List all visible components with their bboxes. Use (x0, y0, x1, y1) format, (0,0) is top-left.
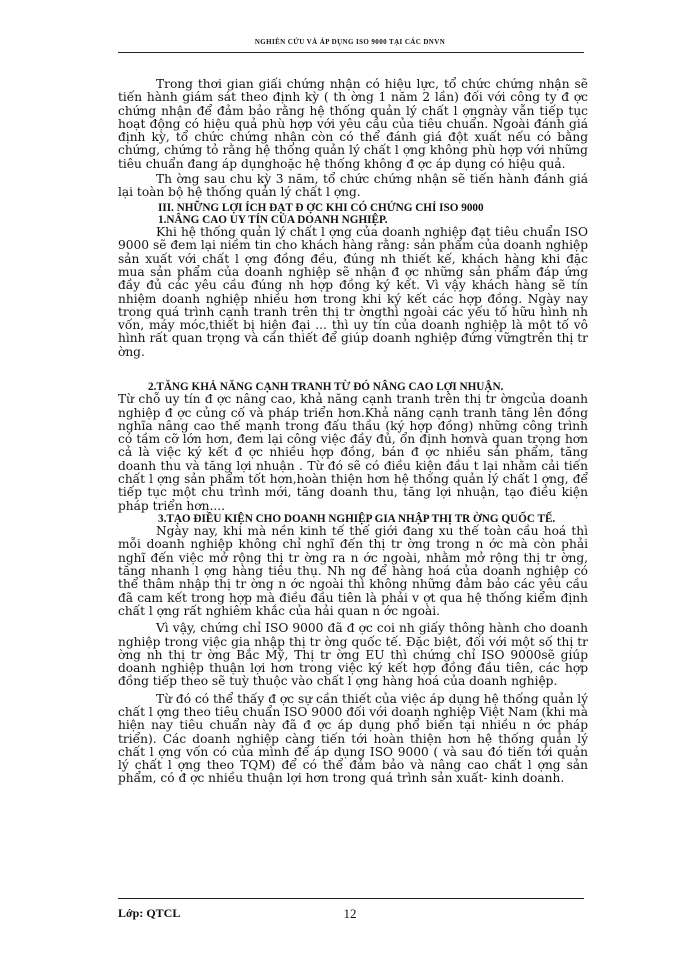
paragraph-reputation: Khi hệ thống quản lý chất l ợng của doanh nghiệp đạt tiêu chuẩn ISO 9000 sẽ đem lại niềm tin cho khách hàng rằng: sản phẩm của doanh nghiệp sản xuất với chất l ợng đồng đều, đúng nh thiết kế, khách hàng khi đặc mua sản phẩm của doanh nghiệp sẽ nhận đ ợc những sản phẩm đáp ứng đầy đủ các yêu cầu đúng nh hợp đồng ký kết. Vì vậy khách hàng sẽ tín nhiệm doanh nghiệp nhiều hơn trong khi ký kết các hợp đồng. Ngày nay trong quá trình cạnh tranh trên thị tr ờngthì ngoài các yếu tố hữu hình nh vốn, máy móc,thiết bị hiện đại ... thì uy tín của doanh nghiệp là một tố vô hình rất quan trọng và cần thiết để giúp doanh nghiệp đứng vữngtrên thị tr ờng. (118, 225, 588, 359)
paragraph-certification-monitoring: Trong thơi gian giấi chứng nhận có hiệu lực, tổ chức chứng nhận sẽ tiến hành giám sát theo định kỳ ( th ờng 1 năm 2 lần) đối với công ty đ ợc chứng nhận để đảm bảo rằng hệ thống quản lý chất l ợngnày vẫn tiếp tục hoạt động có hiệu quả phù hợp với yêu cầu của tiêu chuẩn. Ngoài đánh giá định kỳ, tổ chức chứng nhận còn có thể đánh giá đột xuất nếu có bằng chứng, chứng tỏ rằng hệ thống quản lý chất l ợng không phù hợp với những tiêu chuẩn đang áp dụnghoặc hệ thống không đ ợc áp dụng có hiệu quả. (118, 77, 588, 171)
subheading-international-market: 3.TẠO ĐIỀU KIỆN CHO DOANH NGHIỆP GIA NHẬP THỊ TR ỜNG QUỐC TẾ. (158, 512, 556, 525)
paragraph-globalization: Ngày nay, khi mà nền kinh tế thế giới đang xu thế toàn cầu hoá thì mỗi doanh nghiệp không chỉ nghĩ đến thị tr ờng trong n ớc mà còn phải nghĩ đến việc mở rộng thị tr ờng ra n ớc ngoài, nhằm mở rộng thị tr ờng, tăng nhanh l ợng hàng tiêu thụ. Nh ng để hàng hoá của doanh nghiệp có thể thâm nhập thị tr ờng n ớc ngoài thì không những đảm bảo các yêu cầu đã cam kết trong hợp mà điều đầu tiên là phải v ợt qua hệ thống kiểm định chất l ợng rất nghiêm khắc của hải quan n ớc ngoài. (118, 524, 588, 618)
footer-class-label: Lớp: QTCL (118, 906, 181, 920)
paragraph-reassessment: Th ờng sau chu kỳ 3 năm, tổ chức chứng nhận sẽ tiến hành đánh giá lại toàn bộ hệ thống quản lý chất l ợng. (118, 172, 588, 200)
paragraph-conclusion: Từ đó có thể thấy đ ợc sự cần thiết của việc áp dụng hệ thống quản lý chất l ợng theo tiêu chuẩn ISO 9000 đối với doanh nghiệp Việt Nam (khi mà hiện nay tiêu chuẩn này đã đ ợc áp dụng phổ biến tại nhiều n ớc pháp triển). Các doanh nghiệp càng tiến tới hoàn thiện hơn hệ thống quản lý chất l ợng vốn có của mình để áp dụng ISO 9000 ( và sau đó tiến tới quản lý chất l ợng theo TQM) để có thể đảm bảo và nâng cao chất l ợng sản phẩm, có đ ợc nhiều thuận lợi hơn trong quá trình sản xuất- kinh doanh. (118, 691, 588, 786)
subheading-competitiveness: 2.TĂNG KHẢ NĂNG CẠNH TRANH TỪ ĐÓ NÂNG CAO LỢI NHUẬN. (148, 381, 504, 394)
paragraph-competitiveness: Từ chỗ uy tín đ ợc nâng cao, khả năng cạnh tranh trên thị tr ờngcủa doanh nghiệp đ ợc củng cố và pháp triển hơn.Khả năng cạnh tranh tăng lên đồng nghĩa nâng cao thế mạnh trong đấu thầu (ký hợp đồng) những công trình có tầm cỡ lớn hơn, đem lại công việc đầy đủ, ổn định hơnvà quan trọng hơn cả là việc ký kết đ ợc nhiều hợp đồng, bán đ ợc nhiều sản phẩm, tăng doanh thu và tăng lợi nhuận . Từ đó sẽ có điều kiện đầu t lại nhằm cải tiến chất l ợng sản phẩm tốt hơn,hoàn thiện hơn hệ thống quản lý chất l ợng, để tiếp tục một chu trình mới, tăng doanh thu, tăng lợi nhuận, tạo điều kiện pháp triển hơn.... (118, 392, 588, 513)
subheading-reputation: 1.NÂNG CAO UY TÍN CỦA DOANH NGHIỆP. (158, 213, 388, 226)
page-number: 12 (343, 906, 357, 921)
paragraph-iso-passport: Vì vậy, chứng chỉ ISO 9000 đã đ ợc coi nh giấy thông hành cho doanh nghiệp trong việc gia nhập thị tr ờng quốc tế. Đặc biệt, đối với một số thị tr ờng nh thị tr ờng Bắc Mỹ, Thị tr ờng EU thì chứng chỉ ISO 9000sẽ giúp doanh nghiệp thuận lợi hơn trong việc ký kết hợp đồng đầu tiên, các hợp đồng tiếp theo sẽ tuỳ thuộc vào chất l ợng hàng hoá của doanh nghiệp. (118, 621, 588, 689)
footer-divider (118, 898, 584, 899)
header-divider (118, 52, 584, 53)
page-body (118, 58, 588, 786)
section-heading-benefits: III. NHỮNG LỢI ÍCH ĐẠT Đ ỢC KHI CÓ CHỨNG CHỈ ISO 9000 (158, 201, 484, 214)
running-header: NGHIÊN CỨU VÀ ÁP DỤNG ISO 9000 TẠI CÁC DNVN (254, 38, 446, 46)
